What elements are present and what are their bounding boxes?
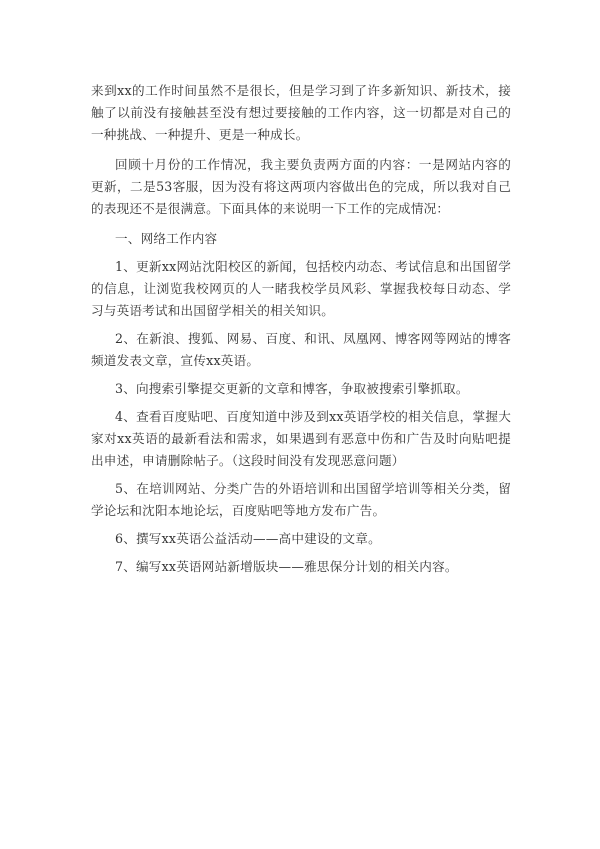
review-paragraph: 回顾十月份的工作情况，我主要负责两方面的内容：一是网站内容的更新，二是53客服，因为没有将这两项内容做出色的完成，所以我对自己的表现还不是很满意。下面具体的来说明一下工作的完成情况： [91,157,511,216]
list-item-3: 3、向搜索引擎提交更新的文章和博客，争取被搜索引擎抓取。 [115,381,469,396]
list-item-7: 7、编写xx英语网站新增版块——雅思保分计划的相关内容。 [115,559,458,574]
intro-paragraph: 来到xx的工作时间虽然不是很长，但是学习到了许多新知识、新技术，接触了以前没有接触甚至没有想过要接触的工作内容，这一切都是对自己的一种挑战、一种提升、更是一种成长。 [91,83,511,142]
list-item-5: 5、在培训网站、分类广告的外语培训和出国留学培训等相关分类，留学论坛和沈阳本地论坛，百度贴吧等地方发布广告。 [91,481,511,518]
list-item-4: 4、查看百度贴吧、百度知道中涉及到xx英语学校的相关信息，掌握大家对xx英语的最新看法和需求，如果遇到有恶意中伤和广告及时向贴吧提出申述，申请删除帖子。（这段时间没有发现恶意问题） [91,409,511,468]
section-heading: 一、网络工作内容 [115,231,218,246]
list-item-6: 6、撰写xx英语公益活动——高中建设的文章。 [115,531,381,546]
document-body [91,80,511,578]
list-item-1: 1、更新xx网站沈阳校区的新闻，包括校内动态、考试信息和出国留学的信息，让浏览我校网页的人一睹我校学员风彩、掌握我校每日动态、学习与英语考试和出国留学相关的相关知识。 [91,259,511,318]
list-item-2: 2、在新浪、搜狐、网易、百度、和讯、凤凰网、博客网等网站的博客频道发表文章，宣传xx英语。 [91,331,511,368]
